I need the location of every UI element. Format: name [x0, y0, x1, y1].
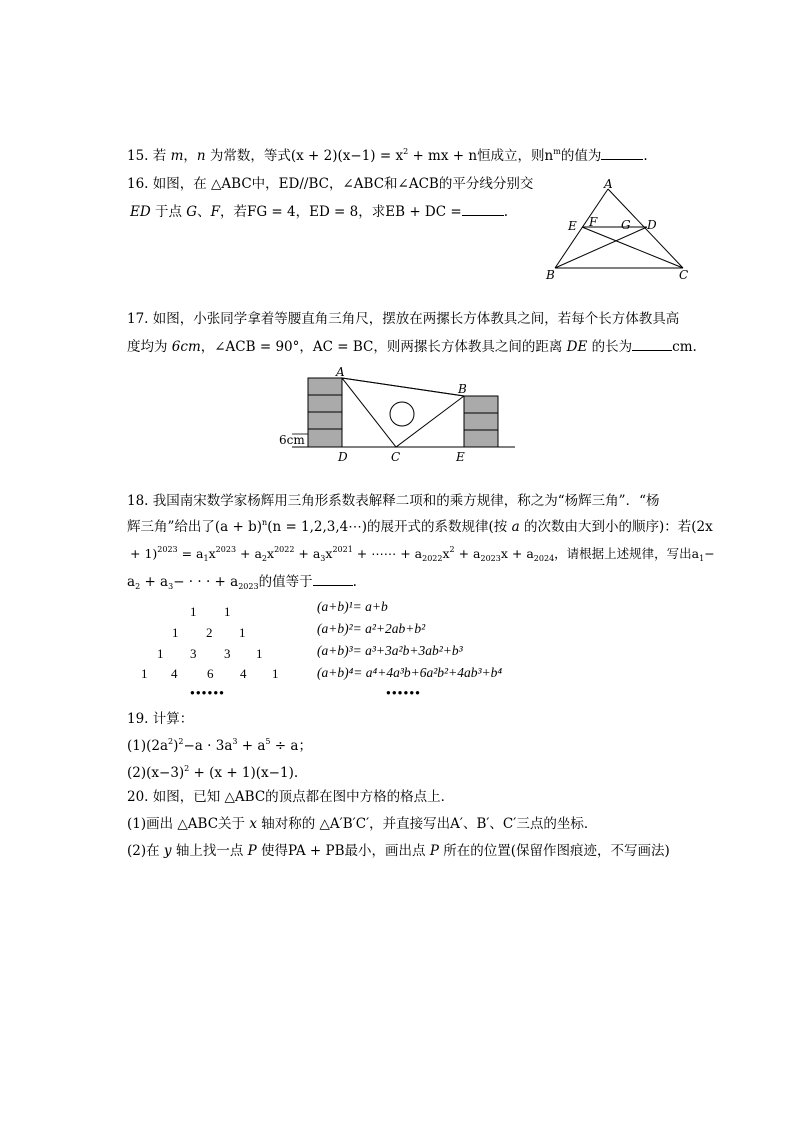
question-20-part2: (2)在 y 轴上找一点 P 使得PA + PB最小，画出点 P 所在的位置(保留作图痕迹，不写画法) — [127, 843, 670, 859]
question-17-line2: 度均为 6cm，∠ACB = 90°，AC = BC，则两摞长方体教具之间的距离 DE 的长为 cm. — [127, 339, 697, 355]
answer-blank[interactable] — [313, 572, 353, 586]
question-18-line3: + $1)^{2023} = a_1x^{2023} + a_2x^{2022} + a_3x^{2021}$ + ⋯⋯ + $a_{2022}x^2 + a_{2023}x + a_{2024}$，请根据上述规律，写出$a_1-$ — [130, 545, 715, 563]
label-D: D — [647, 218, 657, 232]
label-A: A — [336, 365, 345, 379]
label-height: 6cm — [279, 433, 305, 447]
blocks-figure-17 — [270, 360, 530, 470]
label-E: E — [456, 450, 465, 464]
answer-blank[interactable] — [632, 337, 672, 351]
label-F: F — [589, 215, 598, 229]
question-20-part1: (1)画出 △ABC关于 x 轴对称的 △A′B′C′，并直接写出A′、B′、C′三点的坐标． — [127, 816, 598, 832]
answer-blank[interactable] — [601, 146, 643, 160]
answer-blank[interactable] — [462, 202, 504, 216]
question-19-title: 19. 计算： — [127, 711, 194, 727]
question-18-line4: $a_2 + a_3-$ · · · + $a_{2023}$的值等于 . — [127, 574, 357, 591]
question-16-line1: 16. 如图，在 △ABC中，ED//BC，∠ABC和∠ACB的平分线分别交 — [127, 176, 534, 192]
question-19-part1: $(1)(2a^2)^2-a \cdot 3a^3 + a^5 \div a$； — [127, 737, 312, 754]
label-B: B — [546, 268, 555, 282]
question-20-title: 20. 如图，已知 △ABC的顶点都在图中方格的格点上． — [127, 789, 455, 805]
label-B: B — [458, 382, 467, 396]
label-G: G — [621, 218, 631, 232]
triangle-figure-16 — [540, 176, 700, 286]
question-16-line2: ED 于点 G、F，若FG = 4，ED = 8，求EB + DC = . — [130, 204, 508, 220]
question-15: 15. 若 m，n 为常数，等式$(x + 2)(x-1) = x^2$ + mx + n恒成立，则$n^m$的值为 . — [127, 147, 648, 164]
question-18-line2: 辉三角”给出了$(a + b)^n(n$ = 1,2,3,4⋯)的展开式的系数规律(按 a 的次数由大到小的顺序)：若(2x — [127, 518, 713, 535]
question-17-line1: 17. 如图，小张同学拿着等腰直角三角尺，摆放在两摞长方体教具之间，若每个长方体教具高 — [127, 311, 680, 327]
label-A: A — [604, 177, 613, 191]
label-E: E — [568, 219, 577, 233]
question-18-line1: 18. 我国南宋数学家杨辉用三角形系数表解释二项和的乘方规律，称之为“杨辉三角”．“杨 — [127, 493, 660, 509]
label-C: C — [679, 268, 689, 282]
question-19-part2: $(2)(x-3)^2 + (x + 1)(x-1)$. — [127, 764, 299, 781]
label-C: C — [391, 450, 401, 464]
label-D: D — [338, 450, 348, 464]
